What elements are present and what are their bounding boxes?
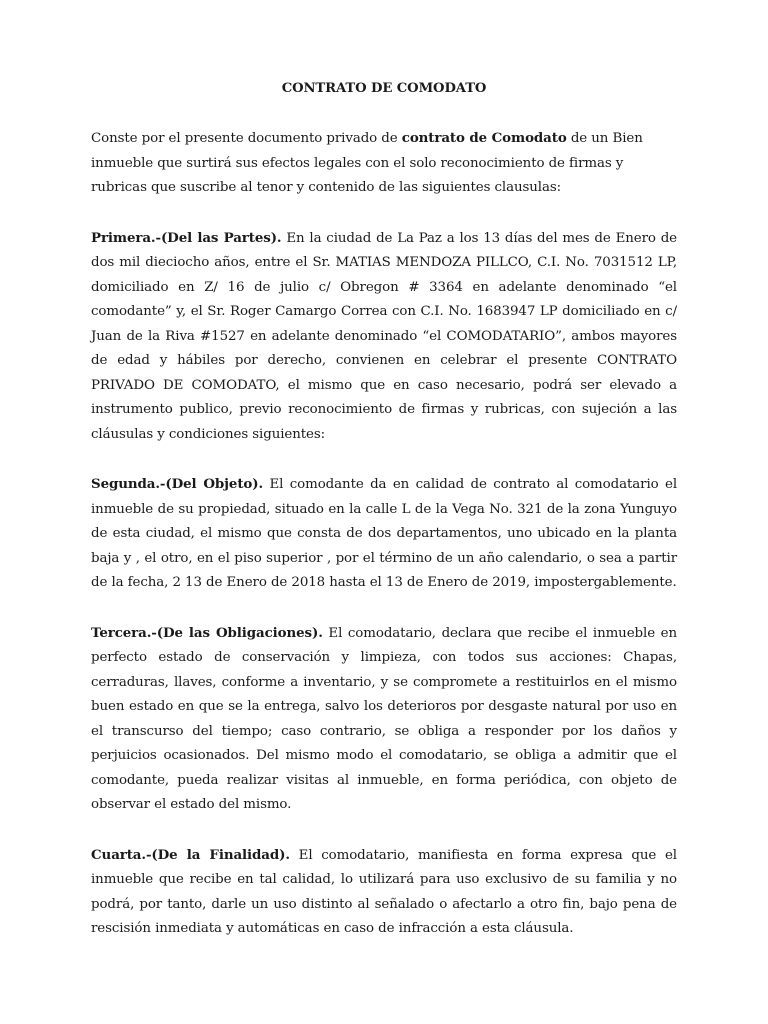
clause-text: El comodatario, declara que recibe el inmueble en perfecto estado de conservación y limpieza, con todos sus acciones: Chapas, cerraduras, llaves, conforme a inventario, y se compromete a restituirlos en el mismo buen estado en que se la entrega, salvo los deterioros por desgaste natural por uso en el transcurso del tiempo; caso contrario, se obliga a responder por los daños y perjuicios ocasionados. Del mismo modo el comodatario, se obliga a admitir que el comodante, pueda realizar visitas al inmueble, en forma periódica, con objeto de observar el estado del mismo. [91,625,677,812]
document-title: CONTRATO DE COMODATO [281,81,487,96]
intro-text-start: Conste por el presente documento privado de [91,131,402,146]
document-page [91,78,677,967]
intro-text-end: de un Bien inmueble que surtirá sus efectos legales con el solo reconocimiento de firmas y rubricas que suscribe al tenor y contenido de las siguientes clausulas: [91,131,643,195]
clause-cuarta [91,843,677,942]
clause-heading: Tercera.-(De las Obligaciones). [91,624,323,641]
clause-primera [91,226,677,448]
clause-text: El comodante da en calidad de contrato al comodatario el inmueble de su propiedad, situado en la calle L de la Vega No. 321 de la zona Yunguyo de esta ciudad, el mismo que consta de dos departamentos, uno ubicado en la planta baja y , el otro, en el piso superior , por el término de un año calendario, o sea a partir de la fecha, 2 13 de Enero de 2018 hasta el 13 de Enero de 2019, impostergablemente. [91,477,678,590]
clause-heading: Primera.-(Del las Partes). [91,229,282,246]
intro-bold-phrase: contrato de Comodato [401,130,567,146]
clause-tercera [91,621,677,818]
clause-text: El comodatario, manifiesta en forma expresa que el inmueble que recibe en tal calidad, lo utilizará para uso exclusivo de su familia y no podrá, por tanto, darle un uso distinto al señalado o afectarlo a otro fin, bajo pena de rescisión inmediata y automáticas en caso de infracción a esta cláusula. [91,847,677,936]
clause-segunda [91,472,677,596]
clause-heading: Segunda.-(Del Objeto). [91,476,264,492]
clause-text: En la ciudad de La Paz a los 13 días del mes de Enero de dos mil dieciocho años, entre el Sr. MATIAS MENDOZA PILLCO, C.I. No. 7031512 LP, domiciliado en Z/ 16 de julio c/ Obregon # 3364 en adelante denominado “el comodante” y, el Sr. Roger Camargo Correa con C.I. No. 1683947 LP domiciliado en c/ Juan de la Riva #1527 en adelante denominado “el COMODATARIO”, ambos mayores de edad y hábiles por derecho, convienen en celebrar el presente CONTRATO PRIVADO DE COMODATO, el mismo que en caso necesario, podrá ser elevado a instrumento publico, previo reconocimiento de firmas y rubricas, con sujeción a las cláusulas y condiciones siguientes: [91,230,677,442]
clause-heading: Cuarta.-(De la Finalidad). [91,846,290,863]
intro-paragraph [91,126,677,201]
